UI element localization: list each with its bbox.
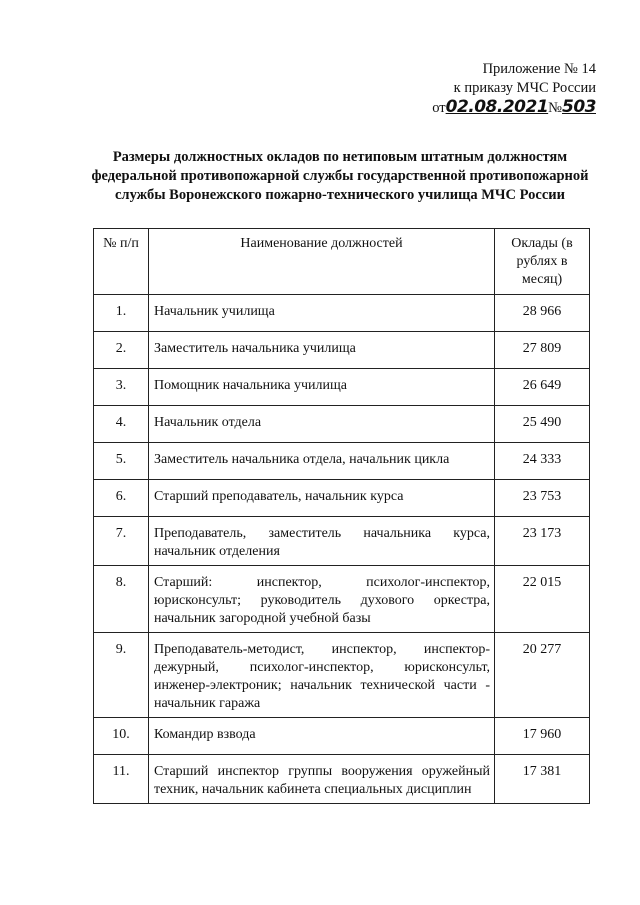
header-salary: Оклады (в рублях в месяц) <box>495 229 590 295</box>
table-row <box>94 480 590 517</box>
header-num: № п/п <box>94 229 149 295</box>
annex-header <box>432 60 596 118</box>
handwritten-number: 503 <box>562 97 596 117</box>
row-num: 6. <box>94 480 149 517</box>
row-position: Командир взвода <box>149 718 495 755</box>
row-salary: 22 015 <box>495 566 590 633</box>
row-salary: 26 649 <box>495 369 590 406</box>
row-position: Заместитель начальника отдела, начальник цикла <box>149 443 495 480</box>
table-body <box>94 295 590 804</box>
table-row <box>94 443 590 480</box>
table-row <box>94 295 590 332</box>
row-num: 2. <box>94 332 149 369</box>
row-salary: 27 809 <box>495 332 590 369</box>
row-position: Начальник отдела <box>149 406 495 443</box>
row-num: 11. <box>94 755 149 804</box>
row-num: 7. <box>94 517 149 566</box>
row-position: Начальник училища <box>149 295 495 332</box>
row-salary: 23 753 <box>495 480 590 517</box>
row-salary: 25 490 <box>495 406 590 443</box>
table-row <box>94 718 590 755</box>
table-row <box>94 332 590 369</box>
row-position: Помощник начальника училища <box>149 369 495 406</box>
annex-number: Приложение № 14 <box>482 61 596 77</box>
row-position: Преподаватель, заместитель начальника курса, начальник отделения <box>149 517 495 566</box>
handwritten-date: 02.08.2021 <box>445 97 549 117</box>
table-row <box>94 369 590 406</box>
row-position: Старший: инспектор, психолог-инспектор, юрисконсульт; руководитель духового оркестра, начальник загородной учебной базы <box>149 566 495 633</box>
row-num: 3. <box>94 369 149 406</box>
row-num: 9. <box>94 633 149 718</box>
annex-date-line <box>432 98 596 118</box>
row-salary: 24 333 <box>495 443 590 480</box>
table-row <box>94 633 590 718</box>
row-position: Заместитель начальника училища <box>149 332 495 369</box>
header-name: Наименование должностей <box>149 229 495 295</box>
row-num: 8. <box>94 566 149 633</box>
row-position: Старший инспектор группы вооружения оружейный техник, начальник кабинета специальных дисциплин <box>149 755 495 804</box>
row-salary: 17 960 <box>495 718 590 755</box>
row-salary: 23 173 <box>495 517 590 566</box>
row-num: 1. <box>94 295 149 332</box>
table-row <box>94 406 590 443</box>
annex-order-ref: к приказу МЧС России <box>453 80 596 96</box>
table-header-row <box>94 229 590 295</box>
table-row <box>94 755 590 804</box>
row-salary: 28 966 <box>495 295 590 332</box>
table-row <box>94 517 590 566</box>
number-prefix: № <box>548 100 562 116</box>
row-position: Преподаватель-методист, инспектор, инспектор-дежурный, психолог-инспектор, юрисконсульт, инженер-электроник; начальник технической части - начальник гаража <box>149 633 495 718</box>
row-num: 5. <box>94 443 149 480</box>
salary-table <box>93 228 590 804</box>
table-row <box>94 566 590 633</box>
row-position: Старший преподаватель, начальник курса <box>149 480 495 517</box>
row-num: 4. <box>94 406 149 443</box>
row-salary: 17 381 <box>495 755 590 804</box>
document-title: Размеры должностных окладов по нетиповым штатным должностям федеральной противопожарной службы государственной противопожарной службы Воронежского пожарно-технического училища МЧС России <box>91 149 589 203</box>
row-salary: 20 277 <box>495 633 590 718</box>
date-prefix: от <box>432 100 446 116</box>
row-num: 10. <box>94 718 149 755</box>
